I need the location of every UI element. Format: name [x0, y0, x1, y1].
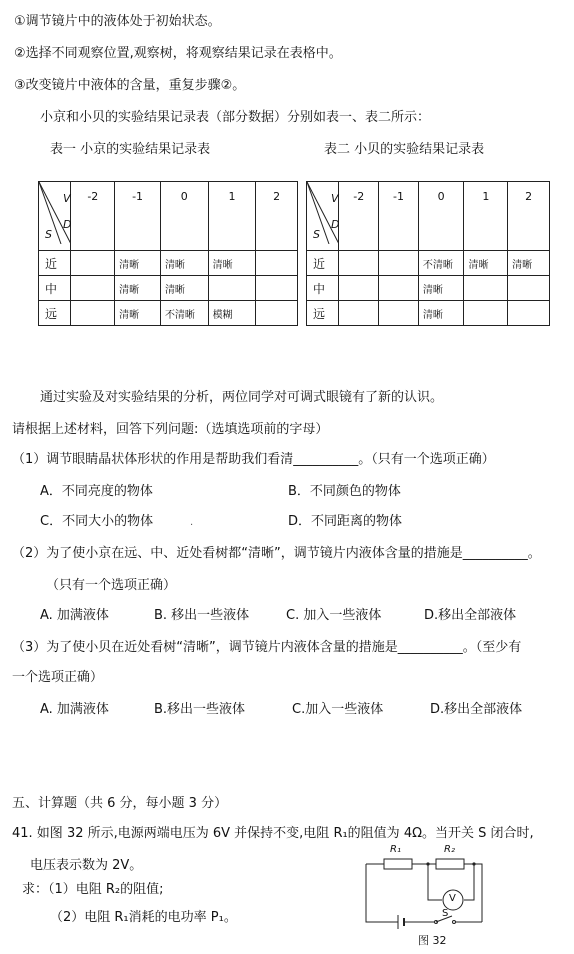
analysis-text: 通过实验及对实验结果的分析，两位同学对可调式眼镜有了新的认识。 [40, 390, 444, 405]
table-cell: 清晰 [208, 251, 256, 276]
row-label: 远 [39, 301, 71, 326]
table-cell [256, 276, 298, 301]
col-header: -2 [71, 182, 115, 251]
step-2: ②选择不同观察位置,观察树，将观察结果记录在表格中。 [14, 46, 342, 61]
q2-note: （只有一个选项正确） [46, 578, 177, 593]
resistor-r1 [384, 859, 412, 869]
table2-caption: 表二 小贝的实验结果记录表 [324, 142, 485, 157]
col-header: 1 [208, 182, 256, 251]
table-cell [71, 276, 115, 301]
table-cell [339, 251, 379, 276]
col-header: -1 [115, 182, 161, 251]
label-switch: S [442, 908, 449, 919]
col-header: 2 [508, 182, 550, 251]
table1-caption: 表一 小京的实验结果记录表 [50, 142, 211, 157]
q41-line1: 41. 如图 32 所示,电源两端电压为 6V 并保持不变,电阻 R₁的阻值为 4Ω。当开关 S 闭合时, [12, 826, 534, 841]
table-cell [508, 301, 550, 326]
label-r2: R₂ [444, 844, 455, 855]
q2-option-d: D.移出全部液体 [424, 608, 517, 623]
q3-option-a: A. 加满液体 [40, 702, 109, 717]
table-cell [464, 301, 508, 326]
table-cell [208, 276, 256, 301]
col-header: 0 [160, 182, 208, 251]
table-cell [379, 301, 419, 326]
table2 [306, 181, 550, 326]
step-3: ③改变镜片中液体的含量，重复步骤②。 [14, 78, 246, 93]
col-header: 1 [464, 182, 508, 251]
table-cell: 模糊 [208, 301, 256, 326]
q41-line2: 电压表示数为 2V。 [30, 858, 143, 873]
q1-stem: （1）调节眼睛晶状体形状的作用是帮助我们看清__________。（只有一个选项正确） [12, 452, 495, 467]
q2-option-a: A. 加满液体 [40, 608, 109, 623]
label-voltmeter: V [449, 893, 456, 904]
table-cell: 清晰 [160, 276, 208, 301]
step-1: ①调节镜片中的液体处于初始状态。 [14, 14, 221, 29]
table-cell [339, 301, 379, 326]
table-cell: 清晰 [160, 251, 208, 276]
col-header: -1 [379, 182, 419, 251]
col-header: -2 [339, 182, 379, 251]
q41-ask-1: 求：（1）电阻 R₂的阻值; [22, 882, 164, 897]
table1 [38, 181, 298, 326]
q3-stem-continued: 一个选项正确） [12, 670, 104, 685]
corner-d: D [331, 218, 340, 231]
q1-option-c: C．不同大小的物体 [40, 514, 154, 529]
table-cell [339, 276, 379, 301]
row-label: 近 [307, 251, 339, 276]
q1-option-d: D．不同距离的物体 [288, 514, 403, 529]
q41-ask-2: （2）电阻 R₁消耗的电功率 P₁。 [50, 910, 237, 925]
col-header: 2 [256, 182, 298, 251]
corner-v: V [331, 192, 339, 205]
instruction-text: 请根据上述材料，回答下列问题:（选填选项前的字母） [12, 422, 329, 437]
table-cell [71, 301, 115, 326]
table-cell [379, 276, 419, 301]
table-cell: 清晰 [418, 276, 464, 301]
table-cell [464, 276, 508, 301]
corner-d: D [63, 218, 72, 231]
table-cell: 清晰 [115, 276, 161, 301]
q2-option-b: B. 移出一些液体 [154, 608, 250, 623]
table-cell: 不清晰 [418, 251, 464, 276]
corner-s: S [313, 228, 320, 241]
stray-mark: . [190, 517, 194, 528]
label-r1: R₁ [390, 844, 401, 855]
q3-option-c: C.加入一些液体 [292, 702, 384, 717]
table-cell: 清晰 [464, 251, 508, 276]
table-cell: 清晰 [115, 301, 161, 326]
table2-corner [307, 182, 339, 251]
row-label: 中 [307, 276, 339, 301]
table-cell [256, 251, 298, 276]
table-cell: 清晰 [115, 251, 161, 276]
q3-option-d: D.移出全部液体 [430, 702, 523, 717]
q1-option-b: B．不同颜色的物体 [288, 484, 401, 499]
table-cell [71, 251, 115, 276]
row-label: 远 [307, 301, 339, 326]
section-heading: 五、计算题（共 6 分，每小题 3 分） [12, 796, 228, 811]
table-cell [508, 276, 550, 301]
figure-caption: 图 32 [418, 934, 447, 947]
row-label: 近 [39, 251, 71, 276]
q3-option-b: B.移出一些液体 [154, 702, 246, 717]
table-cell: 清晰 [508, 251, 550, 276]
q3-stem: （3）为了使小贝在近处看树“清晰”，调节镜片内液体含量的措施是__________。（至少有 [12, 640, 522, 655]
table-cell: 不清晰 [160, 301, 208, 326]
table-cell [379, 251, 419, 276]
q1-option-a: A．不同亮度的物体 [40, 484, 153, 499]
resistor-r2 [436, 859, 464, 869]
q2-stem: （2）为了使小京在远、中、近处看树都“清晰”，调节镜片内液体含量的措施是__________。 [12, 546, 541, 561]
q2-option-c: C. 加入一些液体 [286, 608, 382, 623]
circuit-diagram [360, 844, 490, 952]
table1-corner [39, 182, 71, 251]
table-cell: 清晰 [418, 301, 464, 326]
row-label: 中 [39, 276, 71, 301]
corner-v: V [63, 192, 71, 205]
corner-s: S [45, 228, 52, 241]
col-header: 0 [418, 182, 464, 251]
table-cell [256, 301, 298, 326]
intro-text: 小京和小贝的实验结果记录表（部分数据）分别如表一、表二所示： [40, 110, 431, 125]
